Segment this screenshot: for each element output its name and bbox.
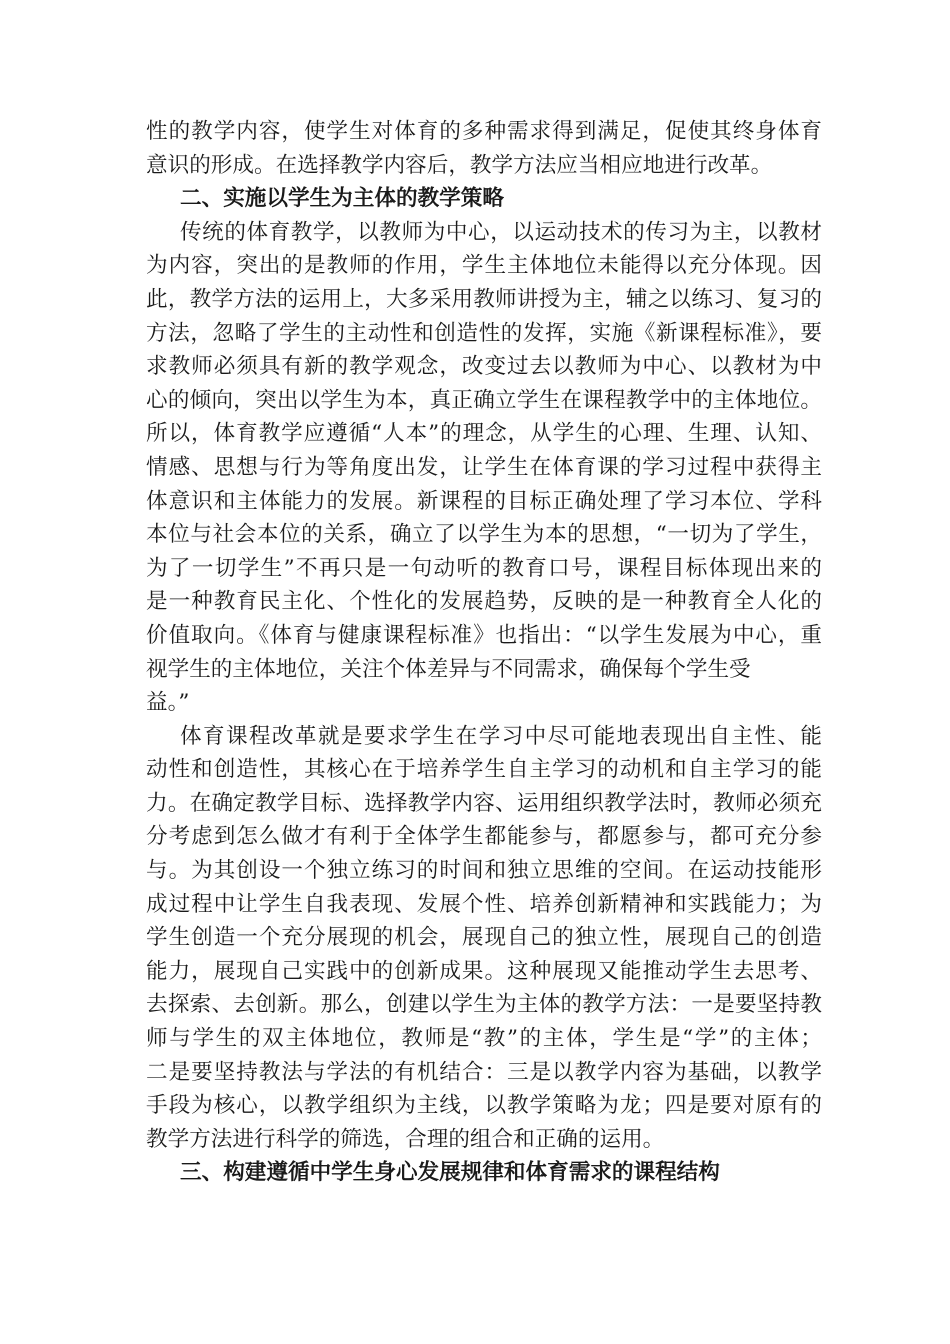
paragraph-line: 师与学生的双主体地位，教师是“教”的主体，学生是“学”的主体； — [146, 1026, 822, 1052]
paragraph-line: 为了一切学生”不再只是一句动听的教育口号，课程目标体现出来的 — [146, 555, 822, 581]
paragraph-line: 视学生的主体地位，关注个体差异与不同需求，确保每个学生受 — [146, 656, 751, 682]
paragraph-line: 价值取向。《体育与健康课程标准》也指出：“以学生发展为中心，重 — [146, 622, 822, 648]
paragraph-line: 体意识和主体能力的发展。新课程的目标正确处理了学习本位、学科 — [146, 488, 822, 514]
document-page — [146, 115, 822, 1190]
paragraph-line: 为内容，突出的是教师的作用，学生主体地位未能得以充分体现。因 — [146, 253, 822, 279]
paragraph-line: 求教师必须具有新的教学观念，改变过去以教师为中心、以教材为中 — [146, 354, 822, 380]
paragraph-line: 手段为核心，以教学组织为主线，以教学策略为龙；四是要对原有的 — [146, 1093, 822, 1119]
paragraph-line: 力。在确定教学目标、选择教学内容、运用组织教学法时，教师必须充 — [146, 790, 822, 816]
paragraph-line: 益。” — [146, 690, 190, 716]
paragraph-line: 本位与社会本位的关系，确立了以学生为本的思想，“一切为了学生， — [146, 522, 822, 548]
paragraph-line: 意识的形成。在选择教学内容后，教学方法应当相应地进行改革。 — [146, 152, 773, 178]
paragraph-line: 方法，忽略了学生的主动性和创造性的发挥，实施《新课程标准》，要 — [146, 320, 822, 346]
paragraph-line: 动性和创造性，其核心在于培养学生自主学习的动机和自主学习的能 — [146, 757, 822, 783]
paragraph-line: 此，教学方法的运用上，大多采用教师讲授为主，辅之以练习、复习的 — [146, 286, 822, 312]
section-heading-2: 二、实施以学生为主体的教学策略 — [180, 186, 504, 212]
paragraph-line: 传统的体育教学，以教师为中心，以运动技术的传习为主，以教材 — [180, 219, 822, 245]
paragraph-line: 与。为其创设一个独立练习的时间和独立思维的空间。在运动技能形 — [146, 858, 822, 884]
paragraph-line: 所以，体育教学应遵循“人本”的理念，从学生的心理、生理、认知、 — [146, 421, 822, 447]
paragraph-line: 能力，展现自己实践中的创新成果。这种展现又能推动学生去思考、 — [146, 958, 822, 984]
paragraph-line: 二是要坚持教法与学法的有机结合：三是以教学内容为基础，以教学 — [146, 1059, 822, 1085]
paragraph-line: 情感、思想与行为等角度出发，让学生在体育课的学习过程中获得主 — [146, 454, 822, 480]
paragraph-line: 教学方法进行科学的筛选，合理的组合和正确的运用。 — [146, 1126, 665, 1152]
paragraph-line: 学生创造一个充分展现的机会，展现自己的独立性，展现自己的创造 — [146, 925, 822, 951]
section-heading-3: 三、构建遵循中学生身心发展规律和体育需求的课程结构 — [180, 1160, 720, 1186]
paragraph-line: 心的倾向，突出以学生为本，真正确立学生在课程教学中的主体地位。 — [146, 387, 822, 413]
paragraph-line: 成过程中让学生自我表现、发展个性、培养创新精神和实践能力；为 — [146, 891, 822, 917]
paragraph-line: 性的教学内容，使学生对体育的多种需求得到满足，促使其终身体育 — [146, 119, 822, 144]
paragraph-line: 体育课程改革就是要求学生在学习中尽可能地表现出自主性、能 — [180, 723, 822, 749]
paragraph-line: 去探索、去创新。那么，创建以学生为主体的教学方法：一是要坚持教 — [146, 992, 822, 1018]
paragraph-line: 分考虑到怎么做才有利于全体学生都能参与，都愿参与，都可充分参 — [146, 824, 822, 850]
paragraph-line: 是一种教育民主化、个性化的发展趋势，反映的是一种教育全人化的 — [146, 589, 822, 615]
